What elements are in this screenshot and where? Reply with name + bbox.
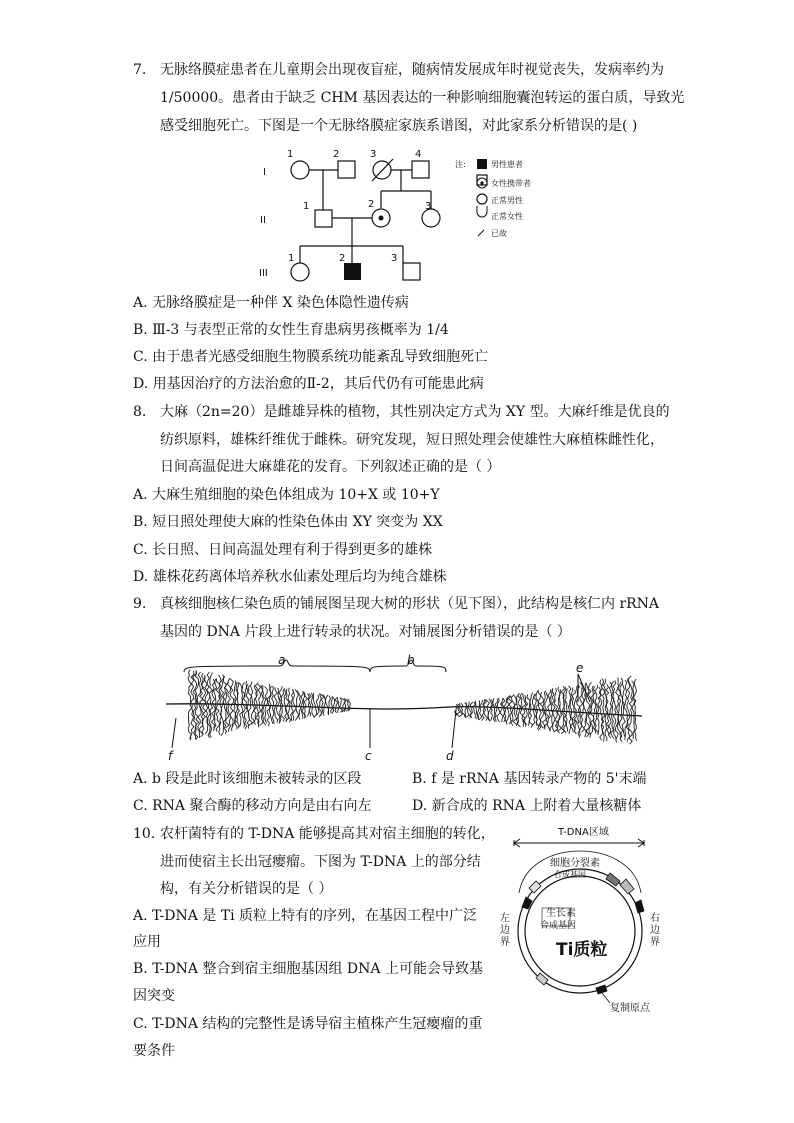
rna-fibril: [274, 687, 277, 705]
q10-option-a-line1: A. T-DNA 是 Ti 质粒上特有的序列，在基因工程中广泛: [133, 908, 478, 924]
rna-fibril: [474, 710, 476, 718]
q10-number: 10.: [133, 826, 156, 842]
left-border-label-3: 界: [500, 937, 510, 948]
rna-fibril: [595, 685, 598, 710]
iii1-number: 1: [288, 253, 295, 264]
q10-stem-line1: 农杆菌特有的 T-DNA 能够提高其对宿主细胞的转化，: [160, 826, 495, 842]
rna-fibril: [301, 691, 303, 705]
rna-fibril: [316, 695, 318, 705]
ii1-number: 1: [303, 201, 310, 212]
rna-fibril: [584, 710, 587, 737]
rna-fibril: [613, 680, 616, 710]
t-dna-region-label: T-DNA区域: [558, 827, 609, 838]
q9-option-d: D. 新合成的 RNA 上附着大量核糖体: [412, 798, 642, 814]
pedigree-i1-normal-female: [291, 161, 309, 179]
rna-fibril: [569, 710, 571, 734]
transcription-unit-left: [188, 670, 350, 741]
ii2-number: 2: [368, 199, 375, 210]
rna-fibril: [274, 705, 278, 723]
rna-fibril: [484, 710, 488, 721]
rna-fibril: [230, 679, 234, 705]
rna-fibril: [278, 688, 280, 705]
rna-fibril: [284, 688, 286, 705]
q7-stem-line3: 感受细胞死亡。下图是一个无脉络膜症家族系谱图，对此家系分析错误的是( ): [160, 118, 638, 134]
rna-fibril: [202, 705, 206, 735]
rna-fibril: [248, 681, 252, 705]
rna-fibril: [313, 693, 315, 705]
rna-fibril: [281, 705, 284, 722]
rna-fibril: [479, 710, 482, 720]
rna-fibril: [239, 683, 242, 705]
pedigree-iii3-normal-male: [403, 263, 420, 280]
rna-fibril: [258, 684, 261, 705]
q7-number: 7.: [133, 62, 147, 78]
rna-fibril: [465, 710, 469, 718]
q9-option-a: A. b 段是此时该细胞未被转录的区段: [133, 771, 362, 787]
rna-fibril: [538, 690, 541, 710]
rna-fibril: [606, 684, 609, 710]
gen-label-i: I: [263, 167, 266, 178]
cytokinin-gene-label-line2: 合成基因: [554, 870, 586, 879]
rna-fibril: [457, 710, 460, 716]
gen-label-ii: II: [260, 215, 266, 226]
rna-fibril: [473, 702, 476, 710]
q10-option-c-line2: 要条件: [133, 1043, 175, 1059]
figure-label-b: b: [407, 653, 415, 667]
rna-fibril: [216, 678, 220, 705]
rna-fibril: [293, 705, 297, 721]
rna-fibril: [188, 670, 191, 705]
rna-fibril: [340, 698, 342, 706]
rna-fibril: [246, 705, 250, 726]
q10-stem-line2: 进而使宿主长出冠瘿瘤。下图为 T-DNA 上的部分结: [160, 854, 481, 870]
rna-fibril: [267, 684, 271, 705]
rna-fibril: [520, 710, 524, 727]
rna-fibril: [476, 701, 477, 710]
pedigree-ii1-normal-male: [315, 210, 332, 227]
origin-of-replication-label: 复制原点: [610, 1003, 650, 1014]
q9-option-b: B. f 是 rRNA 基因转录产物的 5'末端: [412, 771, 647, 787]
q7-option-b: B. Ⅲ-3 与表型正常的女性生育患病男孩概率为 1/4: [133, 322, 449, 338]
auxin-gene-label-line1: 生长素: [546, 908, 576, 919]
q7-option-c: C. 由于患者光感受细胞生物膜系统功能紊乱导致细胞死亡: [133, 349, 489, 365]
q10-option-b-line2: 因突变: [133, 988, 175, 1004]
rna-fibril: [493, 710, 495, 722]
rna-fibril: [267, 705, 271, 726]
rna-fibril: [338, 705, 340, 713]
q10-stem-line3: 构，有关分析错误的是（ ）: [160, 881, 333, 897]
rna-fibril: [479, 700, 480, 710]
rna-fibril: [588, 682, 591, 710]
left-border-label-1: 左: [500, 913, 510, 924]
rna-fibril: [548, 689, 551, 710]
i3-number: 3: [370, 149, 377, 160]
rna-fibril: [265, 687, 269, 706]
rna-fibril: [477, 710, 478, 720]
pedigree-iii2-male-patient: [344, 263, 361, 280]
q8-option-d: D. 雄株花药离体培养秋水仙素处理后均为纯合雄株: [133, 569, 447, 585]
rna-fibril: [209, 673, 212, 705]
rna-fibril: [331, 697, 332, 706]
rna-fibril: [349, 699, 351, 705]
q8-option-a: A. 大麻生殖细胞的染色体组成为 10+X 或 10+Y: [133, 487, 440, 503]
figure-label-d: d: [446, 749, 454, 763]
ii3-number: 3: [425, 201, 432, 212]
i2-number: 2: [333, 149, 340, 160]
iii3-number: 3: [391, 253, 398, 264]
q10-option-b-line1: B. T-DNA 整合到宿主细胞基因组 DNA 上可能会导致基: [133, 961, 483, 977]
right-border-label-2: 边: [650, 925, 660, 936]
q9-number: 9.: [133, 596, 147, 612]
q10-option-c-line1: C. T-DNA 结构的完整性是诱导宿主植株产生冠瘿瘤的重: [133, 1016, 483, 1032]
legend-deceased: 已故: [491, 229, 507, 238]
q9-stem-line1: 真核细胞核仁染色质的铺展图呈现大树的形状（见下图），此结构是核仁内 rRNA: [160, 596, 660, 612]
auxin-gene-label-line2: 合成基因: [540, 921, 577, 931]
pedigree-i2-normal-male: [338, 161, 355, 178]
rna-fibril: [565, 688, 567, 710]
rna-fibril: [252, 705, 255, 724]
ti-plasmid-name: Ti质粒: [556, 940, 608, 960]
rna-fibril: [323, 705, 324, 716]
rna-fibril: [311, 693, 313, 705]
rna-fibril: [602, 710, 605, 742]
rna-fibril: [601, 678, 604, 710]
q10-option-a-line2: 应用: [133, 934, 161, 950]
q8-stem-line1: 大麻（2n=20）是雌雄异株的植物，其性别决定方式为 XY 型。大麻纤维是优良的: [160, 404, 670, 420]
legend-note: 注:: [455, 160, 466, 169]
ti-plasmid-diagram: [494, 823, 666, 1017]
rna-fibril: [529, 710, 533, 728]
q8-option-c: C. 长日照、日间高温处理有利于得到更多的雄株: [133, 542, 433, 558]
gen-label-iii: III: [259, 268, 268, 279]
rna-fibril: [288, 705, 291, 722]
iii2-number: 2: [339, 253, 346, 264]
rna-fibril: [633, 710, 635, 739]
figure-label-c: c: [365, 749, 372, 763]
cytokinin-gene-label-line1: 细胞分裂素: [550, 858, 600, 869]
rna-fibril: [635, 710, 637, 741]
q7-option-a: A. 无脉络膜症是一种伴 X 染色体隐性遗传病: [133, 295, 409, 311]
rna-fibril: [272, 705, 274, 724]
figure-label-a: a: [278, 653, 286, 667]
rna-fibril: [265, 705, 267, 724]
left-border-label-2: 边: [500, 925, 510, 936]
rna-fibril: [466, 702, 467, 710]
legend-female-carrier: 女性携带者: [491, 179, 531, 188]
rna-fibril: [468, 702, 470, 710]
rna-fibril: [480, 700, 483, 710]
i4-number: 4: [415, 149, 422, 160]
pedigree-diagram: [255, 143, 545, 291]
pedigree-iii1-normal-female: [291, 263, 309, 281]
rna-fibril: [347, 699, 348, 705]
q7-stem-line2: 1/50000。患者由于缺乏 CHM 基因表达的一种影响细胞囊泡转运的蛋白质，导致光: [160, 90, 685, 106]
rna-fibril: [493, 698, 495, 710]
rna-fibril: [325, 695, 328, 705]
rna-fibril: [227, 678, 230, 705]
rna-fibril: [616, 678, 619, 711]
rna-fibril: [558, 710, 561, 731]
q7-option-d: D. 用基因治疗的方法治愈的Ⅱ-2，其后代仍有可能患此病: [133, 376, 484, 392]
q9-option-c: C. RNA 聚合酶的移动方向是由右向左: [133, 798, 372, 814]
rna-fibril: [507, 710, 510, 725]
rna-fibril: [574, 686, 578, 710]
rna-fibril: [332, 697, 335, 706]
rna-fibril: [228, 705, 231, 732]
rna-fibril: [219, 705, 222, 735]
rna-fibril: [497, 710, 500, 722]
pedigree-i4-normal-male: [412, 161, 429, 178]
rna-fibril: [197, 672, 201, 705]
figure-label-e: e: [576, 661, 584, 675]
legend-male-patient: 男性患者: [491, 160, 523, 169]
rna-fibril: [285, 705, 287, 722]
rna-fibril: [553, 710, 556, 732]
i1-number: 1: [287, 149, 294, 160]
q8-stem-line3: 日间高温促进大麻雄花的发育。下列叙述正确的是（ ）: [160, 459, 501, 475]
rna-fibril: [481, 710, 484, 721]
rna-fibril: [495, 710, 497, 721]
rna-fibril: [571, 710, 574, 733]
q8-stem-line2: 纺织原料，雄株纤维优于雌株。研究发现，短日照处理会使雄性大麻植株雌性化，: [160, 432, 664, 448]
figure-label-f: f: [168, 749, 173, 763]
rna-fibril: [470, 702, 473, 710]
nucleolar-chromatin-spread-figure: [160, 650, 650, 768]
right-border-label-3: 界: [650, 937, 660, 948]
rna-fibril: [486, 700, 490, 710]
legend-normal-female: 正常女性: [491, 212, 523, 221]
right-border-label-1: 右: [650, 913, 660, 924]
rna-fibril: [335, 705, 337, 713]
q7-stem-line1: 无脉络膜症患者在儿童期会出现夜盲症，随病情发展成年时视觉丧失，发病率约为: [160, 62, 664, 78]
rna-fibril: [329, 696, 331, 705]
q9-stem-line2: 基因的 DNA 片段上进行转录的状况。对铺展图分析错误的是（ ）: [160, 624, 571, 640]
rna-fibril: [491, 710, 493, 721]
rna-fibril: [207, 672, 210, 705]
legend-normal-male: 正常男性: [491, 196, 523, 205]
q8-number: 8.: [133, 404, 147, 420]
rna-fibril: [272, 686, 274, 705]
q8-option-b: B. 短日照处理使大麻的性染色体由 XY 突变为 XX: [133, 514, 443, 530]
